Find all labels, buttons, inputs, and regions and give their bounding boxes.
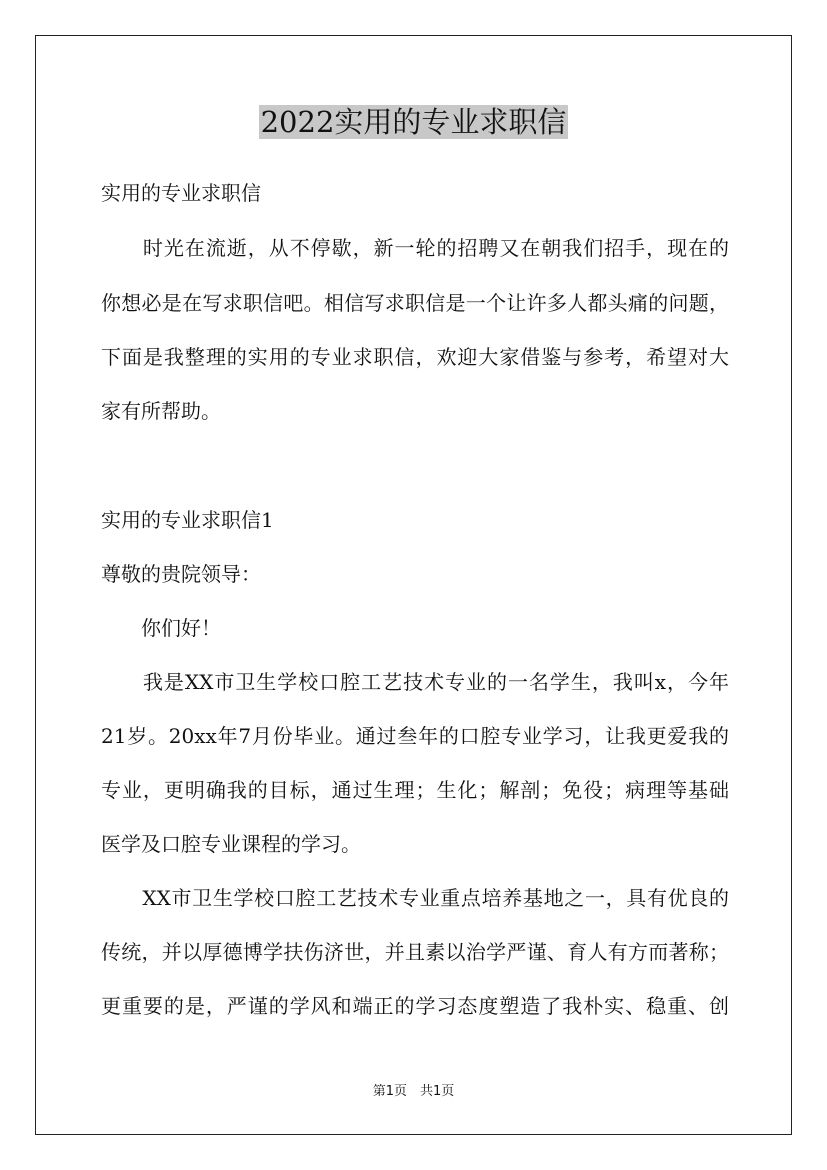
body-para1-line-4: 医学及口腔专业课程的学习。 [101,832,361,856]
salutation: 尊敬的贵院领导： [101,562,261,586]
body-para1-line-3: 专业，更明确我的目标，通过生理；生化；解剖；免役；病理等基础 [101,778,729,802]
greeting: 你们好！ [101,616,221,640]
intro-line-2: 你想必是在写求职信吧。相信写求职信是一个让许多人都头痛的问题， [101,291,729,315]
body-para1-line-2: 21岁。20xx年7月份毕业。通过叁年的口腔专业学习，让我更爱我的 [101,724,729,748]
page-footer: 第1页 共1页 [372,1084,455,1099]
intro-line-3: 下面是我整理的实用的专业求职信，欢迎大家借鉴与参考，希望对大 [101,345,729,369]
body-para2-line-1: XX市卫生学校口腔工艺技术专业重点培养基地之一，具有优良的 [101,886,729,910]
subtitle: 实用的专业求职信 [101,181,261,205]
document-title [0,96,827,148]
body-para2-line-2: 传统，并以厚德博学扶伤济世，并且素以治学严谨、育人有方而著称； [101,940,729,964]
document-title-text: 2022实用的专业求职信 [260,105,567,139]
intro-line-4: 家有所帮助。 [101,399,221,423]
body-para2-line-3: 更重要的是，严谨的学风和端正的学习态度塑造了我朴实、稳重、创 [101,994,729,1018]
section-heading: 实用的专业求职信1 [101,508,274,532]
body-para1-line-1: 我是XX市卫生学校口腔工艺技术专业的一名学生，我叫x，今年 [101,670,729,694]
intro-line-1: 时光在流逝，从不停歇，新一轮的招聘又在朝我们招手，现在的 [101,236,729,260]
